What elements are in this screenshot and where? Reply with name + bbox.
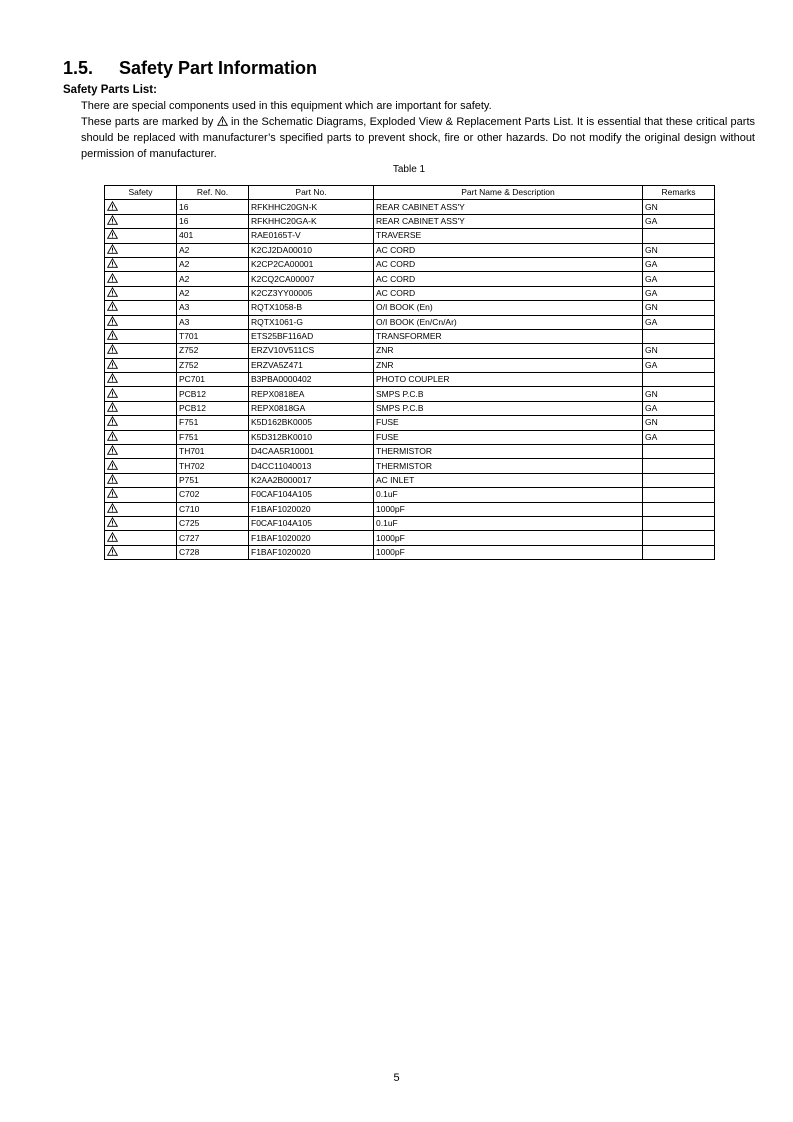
part-no-cell: K2CJ2DA00010 [249,243,374,257]
table-row [105,329,715,343]
part-no-cell: RFKHHC20GA-K [249,214,374,228]
description-cell: AC CORD [374,272,643,286]
safety-cell [105,286,177,300]
safety-cell [105,229,177,243]
table-row [105,502,715,516]
description-cell: AC INLET [374,473,643,487]
description-cell: FUSE [374,416,643,430]
marking-text-before: These parts are marked by [81,116,214,128]
part-no-cell: F0CAF104A105 [249,516,374,530]
description-cell: 0.1uF [374,488,643,502]
remarks-cell [643,531,715,545]
description-cell: ZNR [374,358,643,372]
remarks-cell: GN [643,344,715,358]
table-row [105,315,715,329]
description-cell: SMPS P.C.B [374,387,643,401]
table-row [105,344,715,358]
part-no-cell: F0CAF104A105 [249,488,374,502]
ref-no-cell: A2 [177,286,249,300]
safety-cell [105,373,177,387]
table-row [105,257,715,271]
table-row [105,516,715,530]
section-title: Safety Part Information [119,58,318,78]
column-header-part-no: Part No. [249,186,374,200]
part-no-cell: RQTX1061-G [249,315,374,329]
table-row [105,531,715,545]
description-cell: 1000pF [374,531,643,545]
warning-triangle-icon [217,116,228,126]
remarks-cell: GA [643,358,715,372]
part-no-cell: K2AA2B000017 [249,473,374,487]
warning-triangle-icon [107,229,118,239]
safety-cell [105,214,177,228]
part-no-cell: K5D312BK0010 [249,430,374,444]
table-row [105,488,715,502]
table-row [105,473,715,487]
section-number: 1.5. [63,58,94,78]
ref-no-cell: Z752 [177,358,249,372]
remarks-cell [643,445,715,459]
section-heading [63,58,317,79]
ref-no-cell: 16 [177,200,249,214]
warning-triangle-icon [107,488,118,498]
ref-no-cell: A2 [177,243,249,257]
warning-triangle-icon [107,273,118,283]
remarks-cell: GA [643,272,715,286]
part-no-cell: ETS25BF116AD [249,329,374,343]
remarks-cell: GA [643,401,715,415]
part-no-cell: F1BAF1020020 [249,545,374,559]
description-cell: AC CORD [374,286,643,300]
page-number: 5 [393,1072,400,1084]
safety-cell [105,200,177,214]
ref-no-cell: C710 [177,502,249,516]
table-row [105,430,715,444]
warning-triangle-icon [107,244,118,254]
column-header-safety: Safety [105,186,177,200]
safety-cell [105,387,177,401]
warning-triangle-icon [107,546,118,556]
remarks-cell: GN [643,301,715,315]
table-row [105,373,715,387]
safety-cell [105,531,177,545]
intro-paragraph: There are special components used in this equipment which are important for safety. [81,100,492,112]
warning-triangle-icon [107,474,118,484]
ref-no-cell: TH702 [177,459,249,473]
warning-triangle-icon [107,388,118,398]
remarks-cell: GA [643,214,715,228]
table-row [105,459,715,473]
ref-no-cell: 16 [177,214,249,228]
safety-cell [105,430,177,444]
table-header-row [105,186,715,200]
ref-no-cell: P751 [177,473,249,487]
ref-no-cell: 401 [177,229,249,243]
part-no-cell: ERZV10V511CS [249,344,374,358]
description-cell: 1000pF [374,502,643,516]
column-header-remarks: Remarks [643,186,715,200]
description-cell: TRAVERSE [374,229,643,243]
ref-no-cell: C725 [177,516,249,530]
remarks-cell [643,329,715,343]
warning-triangle-icon [107,402,118,412]
warning-triangle-icon [107,344,118,354]
part-no-cell: D4CC11040013 [249,459,374,473]
description-cell: FUSE [374,430,643,444]
table-row [105,401,715,415]
warning-triangle-icon [107,359,118,369]
part-no-cell: ERZVA5Z471 [249,358,374,372]
warning-triangle-icon [107,416,118,426]
remarks-cell [643,516,715,530]
remarks-cell: GA [643,286,715,300]
ref-no-cell: A2 [177,257,249,271]
table-row [105,387,715,401]
table-caption: Table 1 [392,164,426,175]
part-no-cell: K2CP2CA00001 [249,257,374,271]
table-row [105,301,715,315]
safety-parts-table [104,185,715,560]
table-row [105,214,715,228]
safety-cell [105,301,177,315]
warning-triangle-icon [107,431,118,441]
column-header-ref-no: Ref. No. [177,186,249,200]
part-no-cell: REPX0818EA [249,387,374,401]
part-no-cell: RAE0165T-V [249,229,374,243]
table-row [105,200,715,214]
description-cell: 1000pF [374,545,643,559]
warning-triangle-icon [107,215,118,225]
ref-no-cell: C728 [177,545,249,559]
part-no-cell: K2CZ3YY00005 [249,286,374,300]
warning-triangle-icon [107,201,118,211]
ref-no-cell: C727 [177,531,249,545]
ref-no-cell: PCB12 [177,387,249,401]
part-no-cell: F1BAF1020020 [249,531,374,545]
ref-no-cell: TH701 [177,445,249,459]
warning-triangle-icon [107,258,118,268]
safety-cell [105,516,177,530]
safety-cell [105,401,177,415]
table-body [105,200,715,560]
remarks-cell [643,488,715,502]
remarks-cell: GA [643,430,715,444]
description-cell: THERMISTOR [374,445,643,459]
warning-triangle-icon [107,330,118,340]
part-no-cell: B3PBA0000402 [249,373,374,387]
part-no-cell: K2CQ2CA00007 [249,272,374,286]
remarks-cell [643,545,715,559]
remarks-cell: GN [643,387,715,401]
remarks-cell [643,373,715,387]
ref-no-cell: C702 [177,488,249,502]
description-cell: SMPS P.C.B [374,401,643,415]
safety-cell [105,315,177,329]
remarks-cell [643,459,715,473]
table-row [105,272,715,286]
warning-triangle-icon [107,301,118,311]
table-row [105,358,715,372]
warning-triangle-icon [107,373,118,383]
column-header-description: Part Name & Description [374,186,643,200]
part-no-cell: RFKHHC20GN-K [249,200,374,214]
ref-no-cell: F751 [177,430,249,444]
ref-no-cell: PC701 [177,373,249,387]
remarks-cell: GA [643,257,715,271]
warning-triangle-icon [107,532,118,542]
ref-no-cell: F751 [177,416,249,430]
description-cell: O/I BOOK (En) [374,301,643,315]
part-no-cell: K5D162BK0005 [249,416,374,430]
table-row [105,545,715,559]
remarks-cell [643,502,715,516]
part-no-cell: REPX0818GA [249,401,374,415]
ref-no-cell: PCB12 [177,401,249,415]
marking-text-after: in the Schematic Diagrams, Exploded View & Replacement Parts List. It is essential that these critical parts should be replaced with manufacturer’s specified parts to prevent shock, fire or other hazards. Do not modify the original design without permission of manufacturer. [81,116,756,160]
warning-triangle-icon [107,287,118,297]
remarks-cell [643,229,715,243]
safety-cell [105,257,177,271]
warning-triangle-icon [107,460,118,470]
marking-paragraph [81,114,755,162]
safety-cell [105,329,177,343]
description-cell: AC CORD [374,257,643,271]
ref-no-cell: A3 [177,301,249,315]
table-row [105,243,715,257]
remarks-cell: GN [643,200,715,214]
safety-cell [105,344,177,358]
description-cell: O/I BOOK (En/Cn/Ar) [374,315,643,329]
description-cell: REAR CABINET ASS'Y [374,200,643,214]
remarks-cell: GN [643,416,715,430]
safety-cell [105,243,177,257]
table-row [105,229,715,243]
safety-cell [105,502,177,516]
part-no-cell: RQTX1058-B [249,301,374,315]
table-row [105,416,715,430]
safety-cell [105,473,177,487]
part-no-cell: F1BAF1020020 [249,502,374,516]
warning-triangle-icon [107,503,118,513]
ref-no-cell: Z752 [177,344,249,358]
warning-triangle-icon [107,316,118,326]
safety-cell [105,459,177,473]
safety-parts-list-heading: Safety Parts List: [63,84,157,96]
table-row [105,286,715,300]
safety-cell [105,488,177,502]
warning-triangle-icon [107,445,118,455]
safety-cell [105,358,177,372]
description-cell: ZNR [374,344,643,358]
remarks-cell: GN [643,243,715,257]
safety-cell [105,416,177,430]
warning-triangle-icon [107,517,118,527]
description-cell: THERMISTOR [374,459,643,473]
description-cell: 0.1uF [374,516,643,530]
safety-cell [105,272,177,286]
part-no-cell: D4CAA5R10001 [249,445,374,459]
description-cell: PHOTO COUPLER [374,373,643,387]
description-cell: REAR CABINET ASS'Y [374,214,643,228]
safety-cell [105,445,177,459]
ref-no-cell: A3 [177,315,249,329]
safety-cell [105,545,177,559]
remarks-cell [643,473,715,487]
remarks-cell: GA [643,315,715,329]
ref-no-cell: T701 [177,329,249,343]
description-cell: TRANSFORMER [374,329,643,343]
ref-no-cell: A2 [177,272,249,286]
description-cell: AC CORD [374,243,643,257]
table-row [105,445,715,459]
